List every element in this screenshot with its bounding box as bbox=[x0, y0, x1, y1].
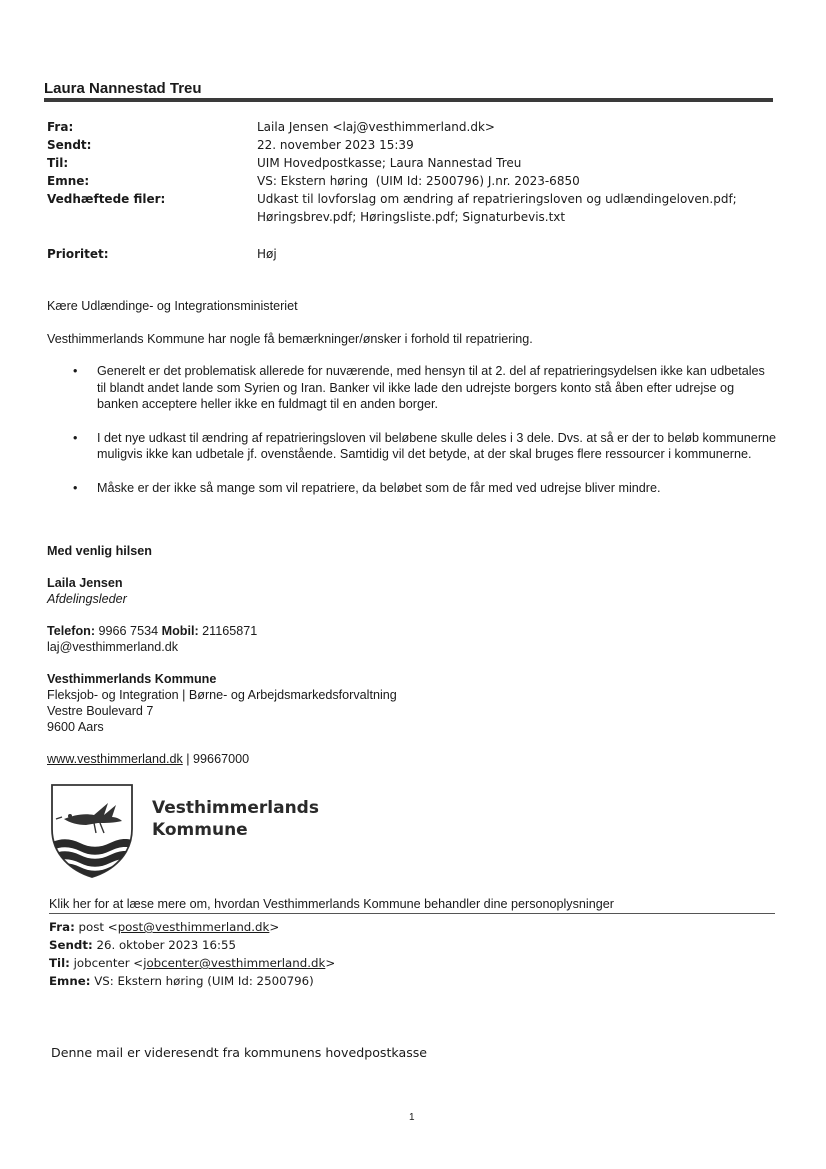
priority-value: Høj bbox=[257, 247, 277, 261]
forwarded-from-name: post < bbox=[74, 920, 118, 934]
sent-label: Sendt: bbox=[47, 138, 92, 152]
forwarded-from-label: Fra: bbox=[49, 920, 75, 934]
list-item bbox=[47, 363, 777, 413]
forwarded-subject-line bbox=[49, 973, 314, 991]
sent-value: 22. november 2023 15:39 bbox=[257, 138, 414, 152]
phone-label: Telefon: bbox=[47, 624, 96, 638]
from-value: Laila Jensen <laj@vesthimmerland.dk> bbox=[257, 120, 495, 134]
remark-text: Måske er der ikke så mange som vil repatriere, da beløbet som de får med ved udrejse bliver mindre. bbox=[97, 480, 661, 495]
forwarded-to-label: Til: bbox=[49, 956, 70, 970]
signer-title: Afdelingsleder bbox=[47, 592, 127, 606]
logo-line-1: Vesthimmerlands bbox=[152, 798, 319, 818]
privacy-underline bbox=[49, 913, 775, 914]
closing: Med venlig hilsen bbox=[47, 544, 152, 558]
forwarded-sent-label: Sendt: bbox=[49, 938, 93, 952]
forwarded-sent-line bbox=[49, 937, 236, 955]
forwarded-subject-label: Emne: bbox=[49, 974, 91, 988]
bullet-icon: • bbox=[73, 430, 78, 445]
from-label: Fra: bbox=[47, 120, 74, 134]
subject-value: VS: Ekstern høring (UIM Id: 2500796) J.nr. 2023-6850 bbox=[257, 174, 580, 188]
remark-text: I det nye udkast til ændring af repatrieringsloven vil beløbene skulle deles i 3 dele. Dvs. at så er der to beløb kommunerne muligvis ikke kan udbetale jf. ovenstående. Samtidig vil det betyde, at der skal bruges flere ressourcer i kommunerne. bbox=[97, 430, 777, 461]
attachments-label: Vedhæftede filer: bbox=[47, 192, 166, 206]
header-rule bbox=[44, 98, 773, 102]
intro-paragraph: Vesthimmerlands Kommune har nogle få bemærkninger/ønsker i forhold til repatriering. bbox=[47, 332, 533, 346]
forwarded-to-name: jobcenter < bbox=[69, 956, 144, 970]
phone-line bbox=[47, 623, 257, 639]
bullet-icon: • bbox=[73, 480, 78, 495]
forwarded-to-line bbox=[49, 955, 335, 973]
logo-wordmark bbox=[152, 797, 319, 841]
logo-line-2: Kommune bbox=[152, 820, 248, 840]
to-label: Til: bbox=[47, 156, 69, 170]
remark-text: Generelt er det problematisk allerede for nuværende, med hensyn til at 2. del af repatrieringsydelsen ikke kan udbetales til blandt andet lande som Syrien og Iran. Banker vil ikke lade den udrejste borgers konto stå åben efter udrejse og banken acceptere heller ikke en fuldmagt til en anden borger. bbox=[97, 364, 765, 411]
mobile-label: Mobil: bbox=[161, 624, 199, 638]
list-item bbox=[47, 430, 777, 463]
priority-label: Prioritet: bbox=[47, 247, 109, 261]
forwarded-to-close: > bbox=[325, 956, 336, 970]
bullet-icon: • bbox=[73, 364, 78, 378]
mailbox-owner-name: Laura Nannestad Treu bbox=[44, 80, 202, 97]
website-phone: | 99667000 bbox=[182, 752, 250, 766]
page-number: 1 bbox=[409, 1112, 415, 1123]
attachment-list-line-2[interactable]: Høringsbrev.pdf; Høringsliste.pdf; Signaturbevis.txt bbox=[257, 210, 566, 224]
forwarded-from-close: > bbox=[269, 920, 280, 934]
greeting: Kære Udlændinge- og Integrationsministeriet bbox=[47, 299, 298, 313]
city-address: 9600 Aars bbox=[47, 720, 104, 734]
attachment-list-line-1[interactable]: Udkast til lovforslag om ændring af repatrieringsloven og udlændingeloven.pdf; bbox=[257, 192, 737, 206]
municipality-crest-icon bbox=[50, 783, 134, 879]
forwarded-sent-value: 26. oktober 2023 16:55 bbox=[92, 938, 236, 952]
to-value: UIM Hovedpostkasse; Laura Nannestad Treu bbox=[257, 156, 522, 170]
org-name: Vesthimmerlands Kommune bbox=[47, 672, 217, 686]
signer-email[interactable]: laj@vesthimmerland.dk bbox=[47, 640, 179, 654]
signer-name: Laila Jensen bbox=[47, 576, 123, 590]
remarks-list bbox=[47, 363, 777, 513]
subject-label: Emne: bbox=[47, 174, 90, 188]
forward-notice: Denne mail er videresendt fra kommunens hovedpostkasse bbox=[51, 1045, 428, 1060]
forwarded-from-email-link[interactable]: post@vesthimmerland.dk bbox=[117, 920, 270, 934]
website-link[interactable]: www.vesthimmerland.dk bbox=[47, 752, 183, 766]
street-address: Vestre Boulevard 7 bbox=[47, 704, 154, 718]
forwarded-subject-value: VS: Ekstern høring (UIM Id: 2500796) bbox=[90, 974, 314, 988]
privacy-link[interactable]: Klik her for at læse mere om, hvordan Vesthimmerlands Kommune behandler dine personoplysninger bbox=[49, 897, 614, 911]
forwarded-from-line bbox=[49, 919, 279, 937]
department: Fleksjob- og Integration | Børne- og Arbejdsmarkedsforvaltning bbox=[47, 688, 397, 702]
list-item bbox=[47, 480, 777, 497]
website-line bbox=[47, 751, 249, 767]
forwarded-to-email-link[interactable]: jobcenter@vesthimmerland.dk bbox=[143, 956, 326, 970]
mobile-value: 21165871 bbox=[198, 624, 258, 638]
phone-value: 9966 7534 bbox=[95, 624, 162, 638]
